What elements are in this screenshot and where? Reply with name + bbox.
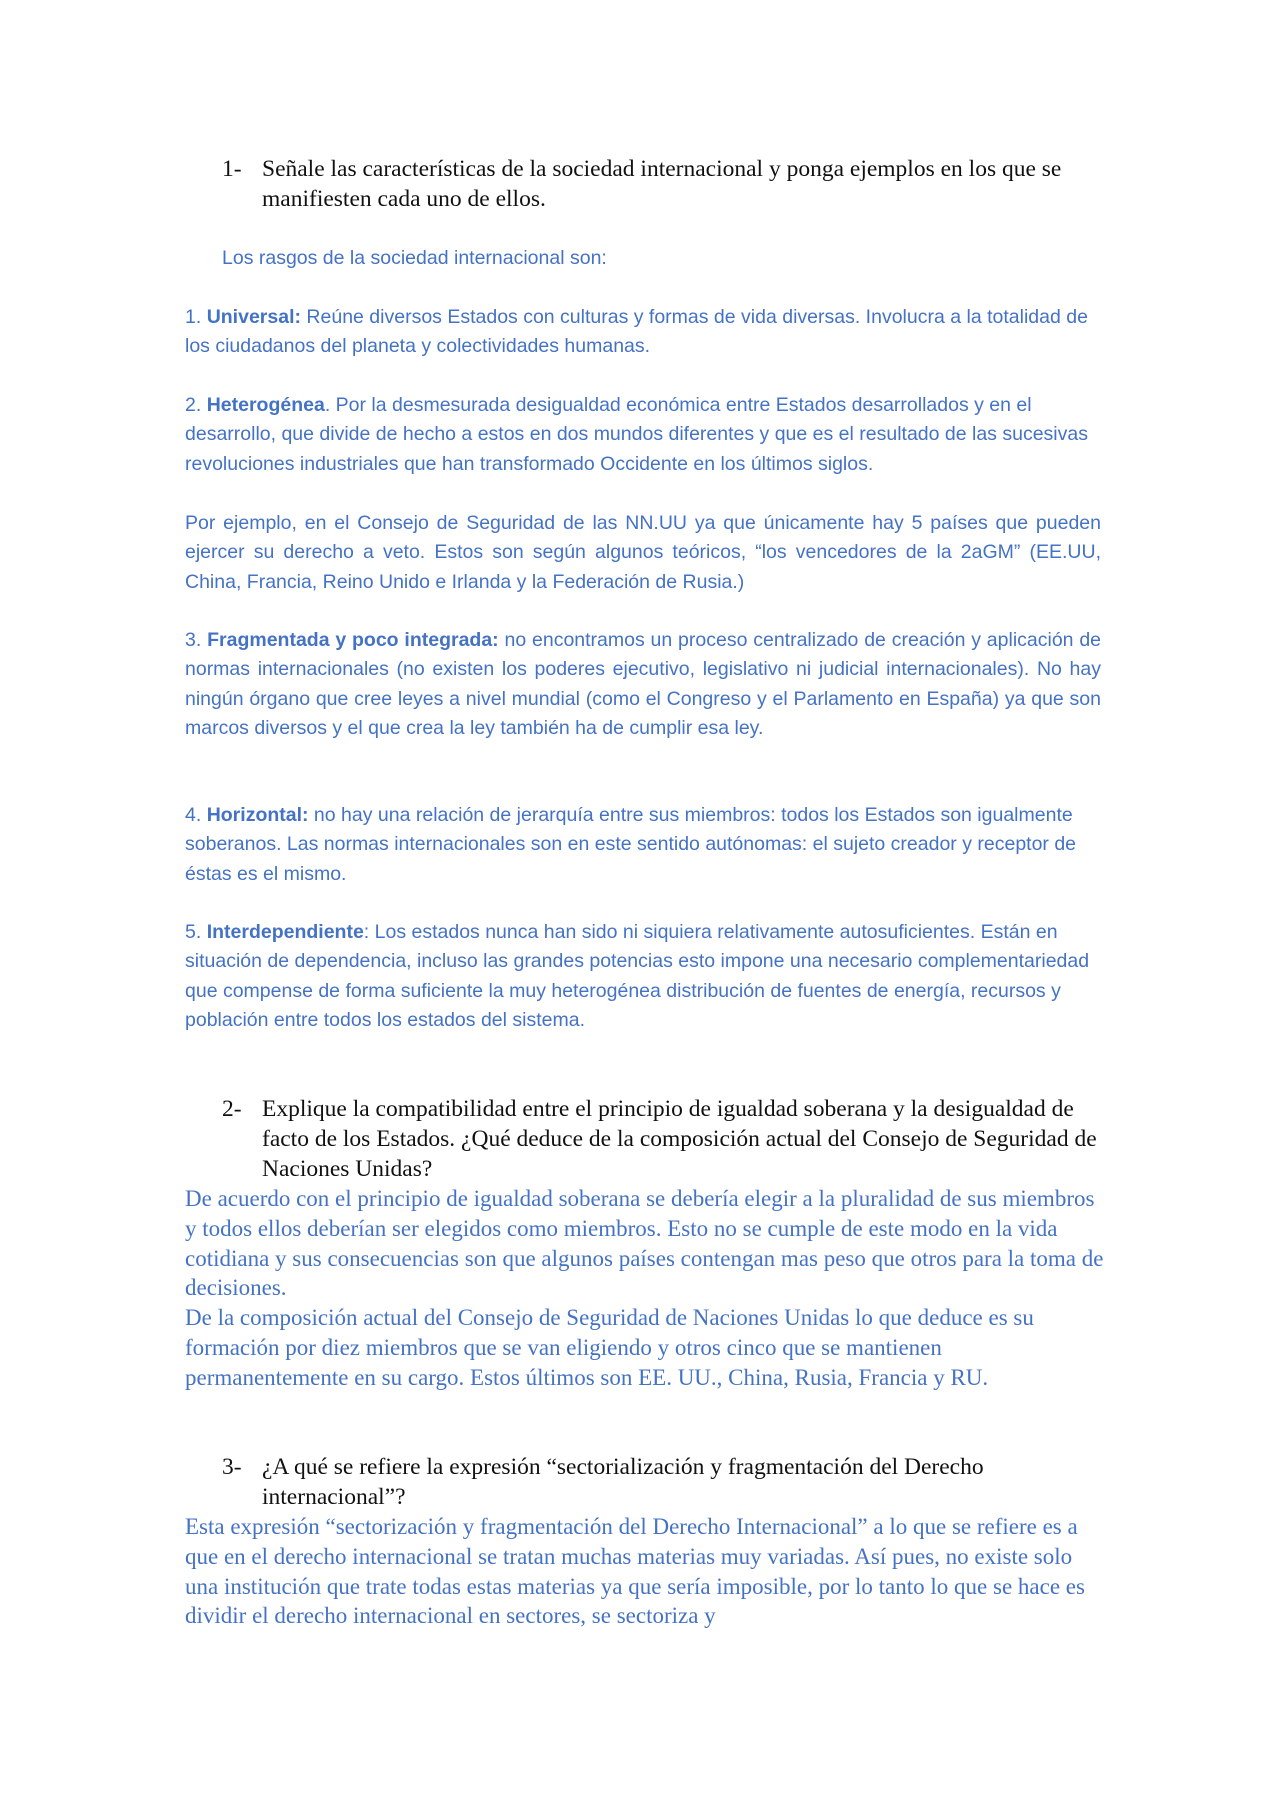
- answer-2-paragraph-2: De la composición actual del Consejo de Seguridad de Naciones Unidas lo que deduce es su formación por diez miembros que se van eligiendo y otros cinco que se mantienen permanentemente en su cargo. Estos últimos son EE. UU., China, Rusia, Francia y RU.: [185, 1305, 1034, 1390]
- trait-term: Fragmentada y poco integrada:: [207, 629, 499, 651]
- question-3: [222, 1452, 1102, 1512]
- trait-universal: 1. Universal: Reúne diversos Estados con culturas y formas de vida diversas. Involucra a la totalidad de los ciudadanos del planeta y colectividades humanas.: [185, 306, 1088, 358]
- question-1-number: 1-: [222, 156, 242, 182]
- example-paragraph: Por ejemplo, en el Consejo de Seguridad de las NN.UU ya que únicamente hay 5 países que pueden ejercer su derecho a veto. Estos son según algunos teóricos, “los vencedores de la 2aGM” (EE.UU, China, Francia, Reino Unido e Irlanda y la Federación de Rusia.): [185, 512, 1101, 593]
- question-1: [222, 154, 1102, 214]
- trait-heterogenea: 2. Heterogénea. Por la desmesurada desigualdad económica entre Estados desarrollados y en el desarrollo, que divide de hecho a estos en dos mundos diferentes y que es el resultado de las sucesivas revoluciones industriales que han transformado Occidente en los últimos siglos.: [185, 394, 1088, 475]
- answer-2: [185, 1184, 1105, 1393]
- trait-term: Interdependiente: [206, 921, 364, 943]
- answer-2-paragraph-1: De acuerdo con el principio de igualdad soberana se debería elegir a la pluralidad de sus miembros y todos ellos deberían ser elegidos como miembros. Esto no se cumple de este modo en la vida cotidiana y sus consecuencias son que algunos países contengan mas peso que otros para la toma de decisiones.: [185, 1186, 1104, 1301]
- trait-fragmentada: 3. Fragmentada y poco integrada: no encontramos un proceso centralizado de creación y aplicación de normas internacionales (no existen los poderes ejecutivo, legislativo ni judicial internacionales). No hay ningún órgano que cree leyes a nivel mundial (como el Congreso y el Parlamento en España) ya que son marcos diversos y el que crea la ley también ha de cumplir esa ley.: [185, 629, 1102, 739]
- answer-3-paragraph-1: Esta expresión “sectorización y fragmentación del Derecho Internacional” a lo que se refiere es a que en el derecho internacional se tratan muchas materias muy variadas. Así pues, no existe solo una institución que trate todas estas materias ya que sería imposible, por lo tanto lo que se hace es dividir el derecho internacional en sectores, se sectoriza y: [185, 1514, 1085, 1629]
- question-3-text: ¿A qué se refiere la expresión “sectorialización y fragmentación del Derecho internacional”?: [262, 1454, 984, 1510]
- question-2-text: Explique la compatibilidad entre el principio de igualdad soberana y la desigualdad de facto de los Estados. ¿Qué deduce de la composición actual del Consejo de Seguridad de Naciones Unidas?: [262, 1096, 1097, 1182]
- trait-term: Universal: [206, 306, 295, 328]
- trait-interdependiente: 5. Interdependiente: Los estados nunca han sido ni siquiera relativamente autosuficientes. Están en situación de dependencia, incluso las grandes potencias esto impone una necesario complementariedad que compense de forma suficiente la muy heterogénea distribución de fuentes de energía, recursos y población entre todos los estados del sistema.: [185, 921, 1090, 1031]
- trait-term: Heterogénea: [206, 394, 325, 416]
- question-1-text: Señale las características de la sociedad internacional y ponga ejemplos en los que se manifiesten cada uno de ellos.: [262, 156, 1062, 212]
- question-2-number: 2-: [222, 1096, 242, 1122]
- answer-1-intro: Los rasgos de la sociedad internacional son:: [222, 247, 607, 269]
- trait-term: Horizontal:: [206, 804, 309, 826]
- question-2: [222, 1094, 1102, 1184]
- question-3-number: 3-: [222, 1454, 242, 1480]
- trait-horizontal: 4. Horizontal: no hay una relación de jerarquía entre sus miembros: todos los Estados son igualmente soberanos. Las normas internacionales son en este sentido autónomas: el sujeto creador y receptor de éstas es el mismo.: [185, 804, 1077, 885]
- answer-3: [185, 1512, 1105, 1631]
